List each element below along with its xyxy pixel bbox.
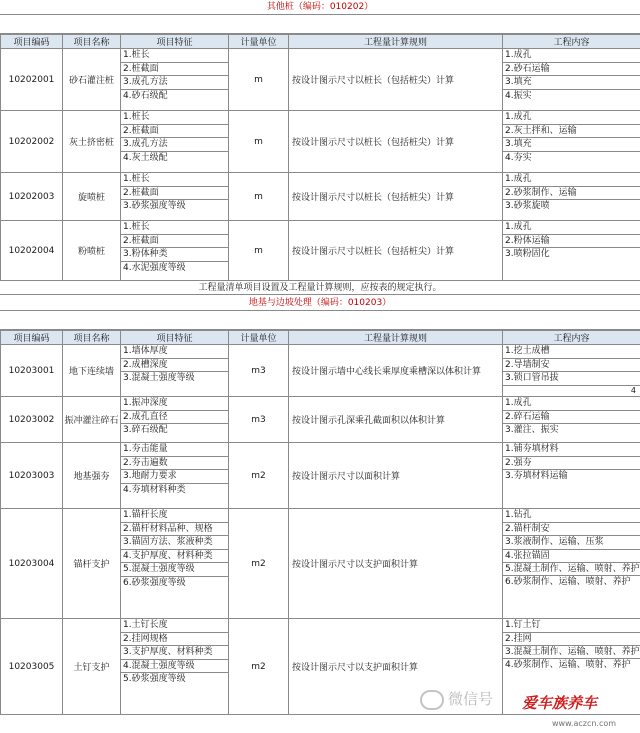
table-header (1, 35, 640, 49)
page-number: 4 (630, 385, 636, 395)
item-code: 10203003 (1, 443, 63, 509)
work-content-entry: 5.混凝土制作、运输、喷射、养护 (505, 564, 640, 575)
work-content-entry: 3.混凝土制作、运输、喷射、养护 (505, 647, 640, 658)
item-features-entry: 2.成槽深度 (121, 359, 228, 373)
measure-unit: m (229, 111, 289, 173)
header-name: 项目名称 (63, 331, 121, 345)
item-code: 10203001 (1, 345, 63, 397)
header-rule: 工程量计算规则 (289, 35, 503, 49)
item-features-entry: 2.挂网规格 (121, 633, 228, 647)
item-code: 10203002 (1, 397, 63, 443)
header-name: 项目名称 (63, 35, 121, 49)
item-features-entry: 3.成孔方法 (121, 138, 228, 152)
item-code: 10203004 (1, 509, 63, 619)
measure-unit: m2 (229, 509, 289, 619)
measure-unit: m3 (229, 345, 289, 397)
item-features-entry: 3.碎石级配 (123, 425, 168, 436)
item-features-entry: 1.振冲深度 (121, 397, 228, 411)
item-features-entry: 2.桩截面 (121, 235, 228, 249)
table-row (1, 345, 640, 397)
item-features-entry: 1.锚杆长度 (121, 509, 228, 523)
work-content-entry: 2.强夯 (503, 457, 640, 471)
item-features-entry: 2.夯击遍数 (121, 457, 228, 471)
work-content-entry: 2.挂网 (503, 633, 640, 647)
work-content-entry: 2.导墙制安 (503, 359, 640, 373)
header-unit: 计量单位 (229, 331, 289, 345)
header-work: 工程内容 (503, 35, 640, 49)
item-features-entry: 3.地耐力要求 (121, 470, 228, 484)
item-features-entry: 1.夯击能量 (121, 443, 228, 457)
work-content-entry: 4.夯实 (505, 152, 532, 163)
wechat-watermark-text: 微信号 (448, 690, 494, 708)
work-content-entry: 1.成孔 (503, 173, 640, 187)
item-features-entry: 2.桩截面 (121, 125, 228, 139)
work-content-entry: 1.成孔 (503, 221, 640, 235)
item-features (121, 173, 229, 221)
blank-row (0, 311, 640, 330)
work-content-entry: 3.喷粉固化 (505, 249, 550, 260)
wechat-icon (420, 690, 444, 710)
work-content-entry: 4.砂浆制作、运输、喷射、养护 (505, 660, 631, 671)
work-content-entry: 3.浆液制作、运输、压浆 (503, 536, 640, 550)
item-features-entry: 5.砂浆强度等级 (123, 674, 186, 685)
table-header (1, 331, 640, 345)
work-content-entry: 3.锁口管吊拔 (503, 372, 640, 386)
work-content (503, 49, 640, 111)
header-features: 项目特征 (121, 331, 229, 345)
item-features-entry: 6.砂浆强度等级 (123, 577, 186, 588)
table-row (1, 397, 640, 443)
table-row (1, 111, 640, 173)
item-features-entry: 4.砂石级配 (123, 90, 168, 101)
work-content (503, 345, 640, 397)
work-content-entry: 3.夯填材料运输 (505, 471, 568, 482)
measure-unit: m2 (229, 443, 289, 509)
header-code: 项目编码 (1, 35, 63, 49)
table-other-piles (0, 34, 640, 281)
item-features-entry: 3.混凝土强度等级 (123, 373, 195, 384)
item-features-entry: 1.墙体厚度 (121, 345, 228, 359)
item-name: 砂石灌注桩 (63, 49, 121, 111)
calc-rule: 按设计图示孔深乘孔截面积以体积计算 (289, 397, 503, 443)
measure-unit: m (229, 221, 289, 281)
work-content-entry: 4.振实 (505, 90, 532, 101)
work-content-entry: 6.砂浆制作、运输、喷射、养护 (505, 577, 631, 588)
blank-row (0, 15, 640, 34)
item-features-entry: 1.桩长 (121, 173, 228, 187)
item-features-entry: 3.粉体种类 (121, 248, 228, 262)
calc-rule: 按设计图示墙中心线长乘厚度乘槽深以体积计算 (289, 345, 503, 397)
work-content-entry: 3.填充 (503, 76, 640, 90)
calc-rule: 按设计图示尺寸以桩长（包括桩尖）计算 (289, 221, 503, 281)
item-features-entry: 4.混凝土强度等级 (121, 660, 228, 674)
table-row (1, 173, 640, 221)
item-code: 10203005 (1, 619, 63, 715)
table-row (1, 49, 640, 111)
calc-rule: 按设计图示尺寸以桩长（包括桩尖）计算 (289, 173, 503, 221)
header-rule: 工程量计算规则 (289, 331, 503, 345)
measure-unit: m2 (229, 619, 289, 715)
work-content-entry: 2.锚杆制安 (503, 523, 640, 537)
work-content-entry: 3.砂浆旋喷 (505, 201, 550, 212)
work-content-entry: 3.填充 (503, 138, 640, 152)
site-logo-watermark: 爱车族养车 (522, 694, 598, 712)
item-features-entry: 3.锚固方法、浆液种类 (121, 536, 228, 550)
calc-rule: 按设计图示尺寸以面积计算 (289, 443, 503, 509)
work-content-entry: 1.铺夯填材料 (503, 443, 640, 457)
work-content (503, 173, 640, 221)
table-row (1, 509, 640, 619)
item-features-entry: 5.混凝土强度等级 (121, 563, 228, 577)
work-content (503, 443, 640, 509)
measure-unit: m3 (229, 397, 289, 443)
work-content-entry: 4.张拉锚固 (503, 550, 640, 564)
item-features (121, 509, 229, 619)
measure-unit: m (229, 173, 289, 221)
work-content-entry: 1.成孔 (503, 49, 640, 63)
item-code: 10202004 (1, 221, 63, 281)
work-content (503, 221, 640, 281)
wechat-watermark (420, 688, 493, 710)
header-code: 项目编码 (1, 331, 63, 345)
work-content-entry: 2.砂浆制作、运输 (503, 187, 640, 201)
calc-rule: 按设计图示尺寸以支护面积计算 (289, 619, 503, 715)
item-features-entry: 1.桩长 (121, 49, 228, 63)
work-content-entry: 1.挖土成槽 (503, 345, 640, 359)
work-content-entry: 1.钻孔 (503, 509, 640, 523)
item-name: 地基强夯 (63, 443, 121, 509)
item-features-entry: 2.桩截面 (121, 63, 228, 77)
item-features-entry: 4.灰土级配 (123, 152, 168, 163)
item-features (121, 345, 229, 397)
item-code: 10202003 (1, 173, 63, 221)
item-features (121, 49, 229, 111)
item-features-entry: 1.桩长 (121, 111, 228, 125)
item-features (121, 111, 229, 173)
calc-rule: 按设计图示尺寸以桩长（包括桩尖）计算 (289, 111, 503, 173)
item-features-entry: 2.桩截面 (121, 187, 228, 201)
item-features-entry: 4.夯填材料种类 (123, 484, 186, 495)
item-features-entry: 3.成孔方法 (121, 76, 228, 90)
item-name: 土钉支护 (63, 619, 121, 715)
item-features (121, 443, 229, 509)
item-features (121, 619, 229, 715)
item-name: 旋喷桩 (63, 173, 121, 221)
work-content-entry: 2.砂石运输 (503, 63, 640, 77)
item-features-entry: 2.成孔直径 (121, 411, 228, 425)
header-features: 项目特征 (121, 35, 229, 49)
item-features-entry: 1.土钉长度 (121, 619, 228, 633)
work-content-entry: 1.钉土钉 (503, 619, 640, 633)
section-title-other-piles: 其他桩（编码：010202） (0, 0, 640, 15)
item-code: 10202001 (1, 49, 63, 111)
item-code: 10202002 (1, 111, 63, 173)
table-row (1, 443, 640, 509)
work-content-entry: 1.成孔 (503, 111, 640, 125)
work-content-entry: 2.碎石运输 (503, 411, 640, 425)
item-features-entry: 3.支护厚度、材料种类 (121, 646, 228, 660)
item-name: 灰土挤密桩 (63, 111, 121, 173)
header-unit: 计量单位 (229, 35, 289, 49)
section-title-foundation: 地基与边坡处理（编码：010203） (0, 295, 640, 311)
item-features (121, 397, 229, 443)
item-features-entry: 4.支护厚度、材料种类 (121, 550, 228, 564)
item-features (121, 221, 229, 281)
item-features-entry: 1.桩长 (121, 221, 228, 235)
work-content (503, 509, 640, 619)
calc-rule: 按设计图示尺寸以支护面积计算 (289, 509, 503, 619)
item-name: 锚杆支护 (63, 509, 121, 619)
work-content-entry: 2.灰土拌和、运输 (503, 125, 640, 139)
item-features-entry: 2.锚杆材料品种、规格 (121, 523, 228, 537)
item-name: 地下连续墙 (63, 345, 121, 397)
work-content (503, 397, 640, 443)
header-work: 工程内容 (503, 331, 640, 345)
work-content-entry: 1.成孔 (503, 397, 640, 411)
item-name: 振冲灌注碎石 (63, 397, 121, 443)
calc-rule: 按设计图示尺寸以桩长（包括桩尖）计算 (289, 49, 503, 111)
measure-unit: m (229, 49, 289, 111)
table-foundation (0, 330, 640, 715)
table-note: 工程量清单项目设置及工程量计算规则，应按表的规定执行。 (0, 281, 640, 295)
work-content (503, 111, 640, 173)
item-features-entry: 3.砂浆强度等级 (123, 201, 186, 212)
item-name: 粉喷桩 (63, 221, 121, 281)
work-content-entry: 2.粉体运输 (503, 235, 640, 249)
table-row (1, 221, 640, 281)
work-content-entry: 3.灌注、振实 (505, 425, 559, 436)
item-features-entry: 4.水泥强度等级 (123, 262, 186, 273)
site-url-watermark: www.aczcn.com (552, 719, 617, 728)
